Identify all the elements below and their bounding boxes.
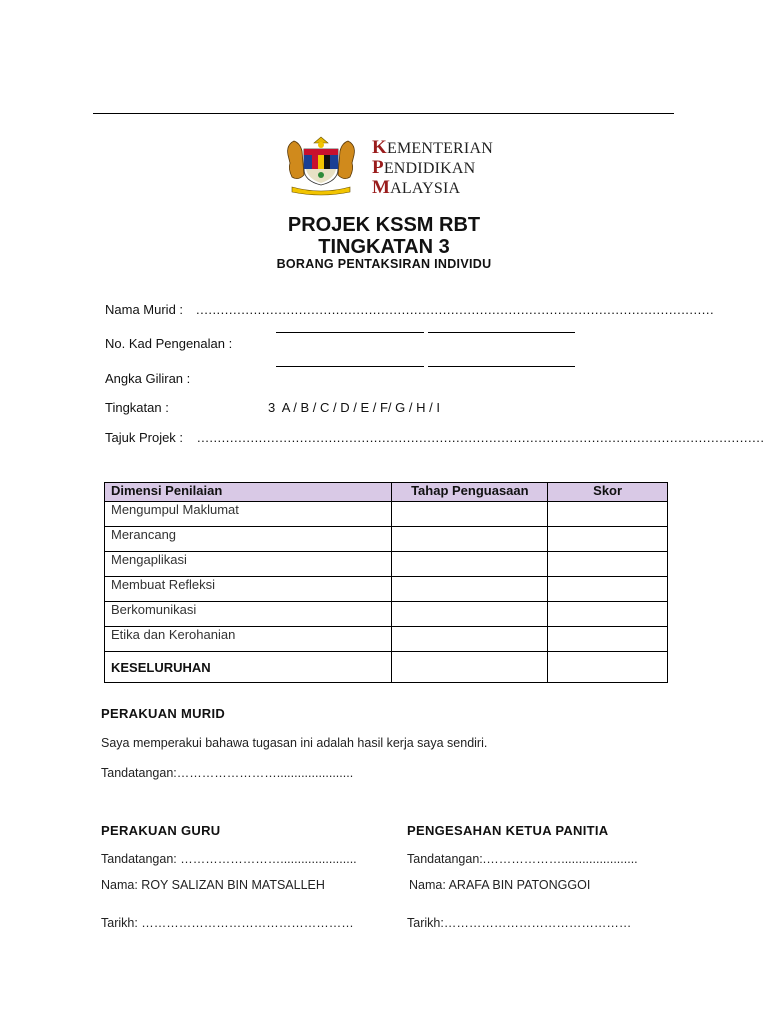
row-label: Etika dan Kerohanian [105, 627, 392, 652]
ministry-line-2: PENDIDIKAN [372, 157, 476, 178]
top-rule [93, 113, 674, 114]
panitia-name: Nama: ARAFA BIN PATONGGOI [409, 878, 591, 892]
tingkatan-options[interactable]: 3 A / B / C / D / E / F/ G / H / I [268, 400, 440, 415]
guru-signature-field[interactable]: Tandatangan: ……………………...................... [101, 852, 357, 866]
table-row [105, 502, 668, 527]
tajuk-projek-field[interactable]: .......................................................................................................................................... [197, 430, 765, 445]
ic-line-2a[interactable] [276, 366, 424, 367]
tajuk-projek-label: Tajuk Projek : [105, 430, 184, 445]
document-title: PROJEK KSSM RBT [287, 214, 481, 236]
table-header-row [105, 483, 668, 502]
skor-cell[interactable] [548, 527, 668, 552]
panitia-date-field[interactable]: Tarikh:……………………………………… [407, 916, 632, 930]
skor-cell[interactable] [548, 627, 668, 652]
perakuan-murid-statement: Saya memperakui bahawa tugasan ini adalah hasil kerja saya sendiri. [101, 736, 488, 750]
tahap-cell[interactable] [392, 602, 548, 627]
skor-cell[interactable] [548, 577, 668, 602]
table-row [105, 552, 668, 577]
total-label: KESELURUHAN [105, 652, 392, 683]
nama-murid-field[interactable]: .............................................................................................................................. [196, 302, 715, 317]
document-subtitle: BORANG PENTAKSIRAN INDIVIDU [276, 257, 492, 271]
ministry-line-1: KEMENTERIAN [372, 137, 493, 158]
table-row [105, 577, 668, 602]
ic-line-1a[interactable] [276, 332, 424, 333]
nama-murid-label: Nama Murid : [105, 302, 184, 317]
skor-cell[interactable] [548, 602, 668, 627]
table-row [105, 627, 668, 652]
row-label: Mengumpul Maklumat [105, 502, 392, 527]
row-label: Mengaplikasi [105, 552, 392, 577]
angka-giliran-label: Angka Giliran : [105, 371, 191, 386]
ic-line-2b[interactable] [428, 366, 575, 367]
row-label: Berkomunikasi [105, 602, 392, 627]
pengesahan-heading: PENGESAHAN KETUA PANITIA [407, 823, 609, 838]
skor-cell[interactable] [548, 552, 668, 577]
table-row [105, 602, 668, 627]
ministry-line-3: MALAYSIA [372, 177, 461, 198]
perakuan-murid-heading: PERAKUAN MURID [101, 706, 226, 721]
guru-date-field[interactable]: Tarikh: …………………………………………… [101, 916, 354, 930]
header-skor: Skor [548, 483, 668, 502]
guru-name: Nama: ROY SALIZAN BIN MATSALLEH [101, 878, 325, 892]
total-tahap-cell[interactable] [392, 652, 548, 683]
assessment-table [104, 482, 668, 683]
ministry-name [372, 138, 493, 198]
header-tahap: Tahap Penguasaan [392, 483, 548, 502]
panitia-signature-field[interactable]: Tandatangan:.………………...................... [407, 852, 638, 866]
tahap-cell[interactable] [392, 502, 548, 527]
row-label: Membuat Refleksi [105, 577, 392, 602]
malaysia-coat-of-arms-icon [284, 135, 358, 197]
tahap-cell[interactable] [392, 627, 548, 652]
tahap-cell[interactable] [392, 552, 548, 577]
skor-cell[interactable] [548, 502, 668, 527]
tahap-cell[interactable] [392, 577, 548, 602]
tingkatan-label: Tingkatan : [105, 400, 169, 415]
total-skor-cell[interactable] [548, 652, 668, 683]
tahap-cell[interactable] [392, 527, 548, 552]
ic-line-1b[interactable] [428, 332, 575, 333]
header-dimensi: Dimensi Penilaian [105, 483, 392, 502]
document-form-level: TINGKATAN 3 [318, 236, 450, 258]
murid-signature-field[interactable]: Tandatangan:……………………...................... [101, 766, 354, 780]
row-label: Merancang [105, 527, 392, 552]
perakuan-guru-heading: PERAKUAN GURU [101, 823, 221, 838]
table-total-row [105, 652, 668, 683]
table-row [105, 527, 668, 552]
kad-pengenalan-label: No. Kad Pengenalan : [105, 336, 233, 351]
